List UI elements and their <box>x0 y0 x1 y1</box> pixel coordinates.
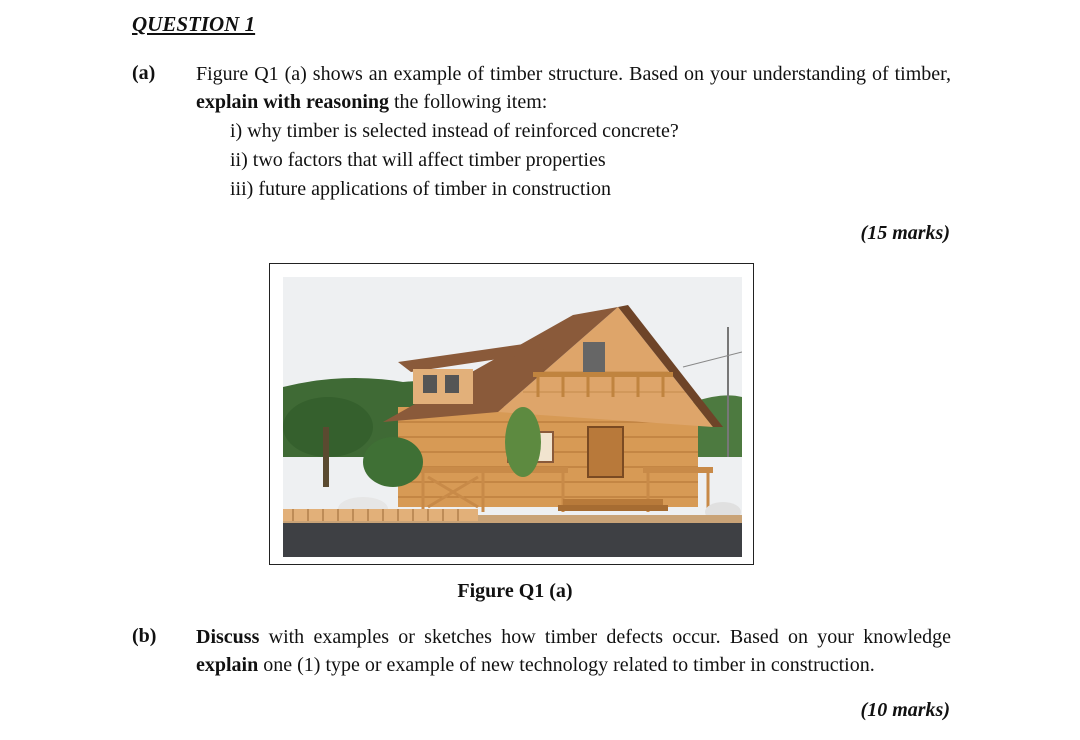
part-a-paragraph <box>196 60 951 116</box>
part-b-bold-1: Discuss <box>196 626 260 648</box>
part-a-label: (a) <box>132 62 156 84</box>
part-a-item-1: i) why timber is selected instead of reinforced concrete? <box>230 120 679 142</box>
part-a-item-3: iii) future applications of timber in construction <box>230 178 612 200</box>
part-b-paragraph <box>196 623 951 679</box>
part-a-marks: (15 marks) <box>860 222 950 244</box>
part-a-item-2: ii) two factors that will affect timber properties <box>230 149 606 171</box>
part-b-text-2: one (1) type or example of new technology related to timber in construction. <box>258 654 875 676</box>
part-b-bold-2: explain <box>196 654 259 676</box>
part-b-label: (b) <box>132 625 157 647</box>
part-b-text-1: with examples or sketches how timber defects occur. Based on your knowledge <box>259 626 951 648</box>
figure-caption: Figure Q1 (a) <box>457 580 573 602</box>
part-a-intro-1: Figure Q1 (a) shows an example of timber structure. Based on your understanding of timber, <box>196 63 951 85</box>
log-house-image <box>283 277 742 557</box>
part-b-marks: (10 marks) <box>860 699 950 721</box>
part-a-intro-bold: explain with reasoning <box>196 91 389 113</box>
figure-frame <box>269 263 754 565</box>
part-a-intro-2: the following item: <box>389 91 548 113</box>
question-title: QUESTION 1 <box>132 12 256 36</box>
